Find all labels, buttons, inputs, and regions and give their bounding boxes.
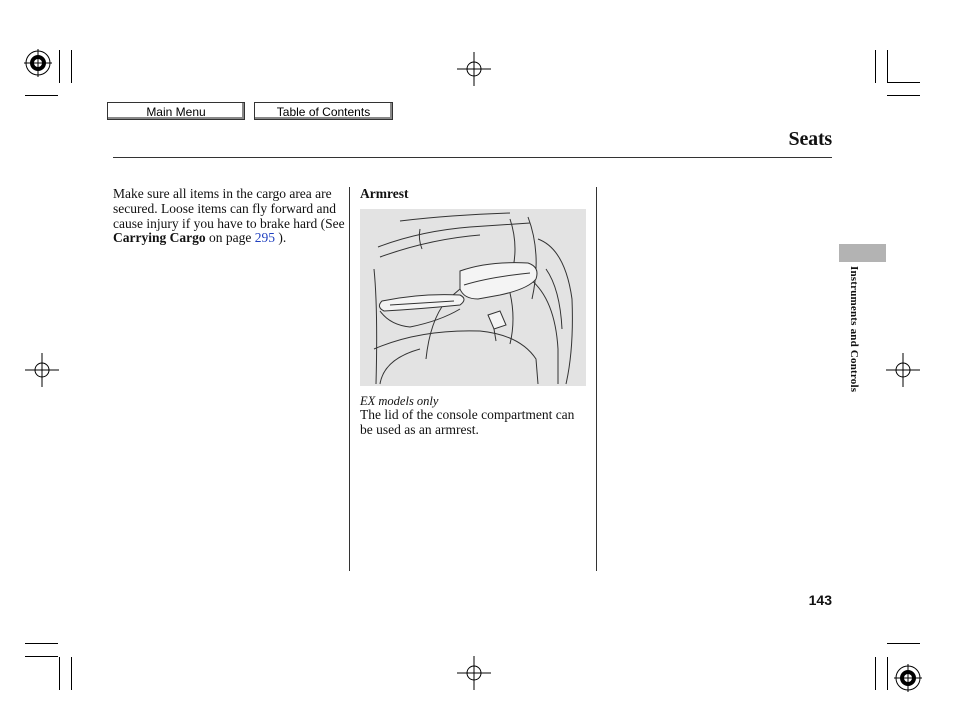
paragraph-text: ). bbox=[274, 230, 287, 246]
armrest-illustration bbox=[360, 209, 586, 386]
console-armrest-drawing bbox=[360, 209, 586, 386]
paragraph-text: Make sure all items in the cargo area are secured. Loose items can fly forward and cause injury if you have to brake hard (See bbox=[113, 186, 345, 231]
page-number: 143 bbox=[808, 592, 832, 608]
crosshair-icon bbox=[457, 656, 491, 690]
section-tab-label: Instruments and Controls bbox=[848, 266, 860, 393]
page-295-link[interactable]: 295 bbox=[254, 230, 275, 246]
paragraph-text: on page bbox=[205, 230, 255, 246]
crosshair-icon bbox=[25, 353, 59, 387]
figure-caption: EX models only bbox=[360, 394, 439, 408]
page-title: Seats bbox=[788, 128, 832, 150]
column-divider bbox=[596, 187, 597, 571]
armrest-description: The lid of the console compartment can be used as an armrest. bbox=[360, 407, 575, 437]
main-menu-button[interactable]: Main Menu bbox=[107, 102, 245, 120]
crosshair-icon bbox=[457, 52, 491, 86]
carrying-cargo-reference: Carrying Cargo bbox=[113, 230, 206, 246]
armrest-heading: Armrest bbox=[360, 186, 409, 201]
title-divider bbox=[113, 157, 832, 158]
column-divider bbox=[349, 187, 350, 571]
registration-target-icon bbox=[24, 49, 52, 77]
section-tab bbox=[839, 244, 886, 262]
crosshair-icon bbox=[886, 353, 920, 387]
registration-target-icon bbox=[894, 664, 922, 692]
table-of-contents-button[interactable]: Table of Contents bbox=[254, 102, 393, 120]
cargo-warning-paragraph bbox=[113, 187, 345, 246]
